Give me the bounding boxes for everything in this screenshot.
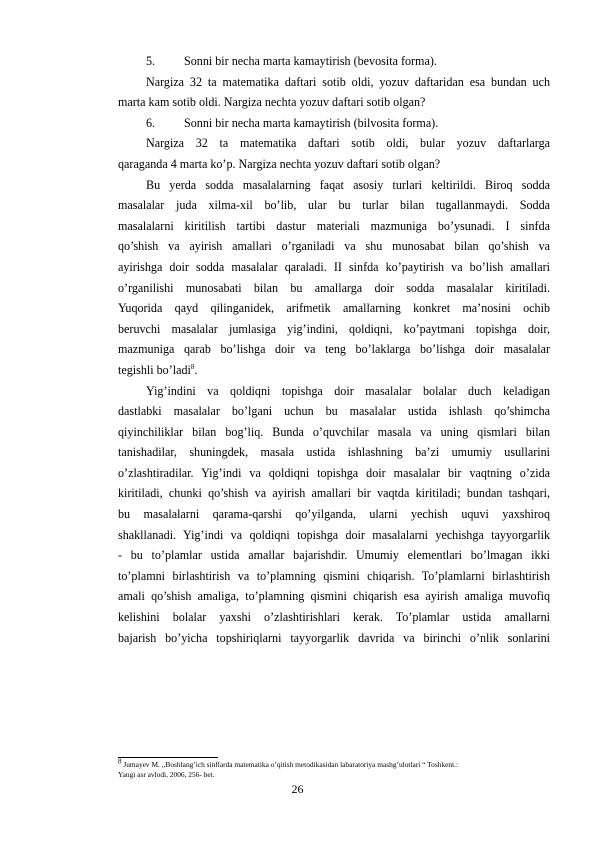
text-line: masalalar juda xilma-xil bo’lib, ular bu turlar bilan tugallanmaydi. Sodda — [118, 198, 550, 213]
text-line: kelishini bolalar yaxshi o’zlashtirishlari kerak. To’plamlar ustida amallarni — [118, 610, 550, 625]
text-line: bu masalalarni qarama-qarshi qo’yilganda, ularni yechish uquvi yaxshiroq — [118, 507, 550, 522]
text-line: marta kam sotib oldi. Nargiza nechta yozuv daftari sotib olgan? — [118, 95, 426, 110]
text-line: qo’shish va ayirish amallari o’rganiladi va shu munosabat bilan qo’shish va — [118, 239, 550, 254]
text-line: kiritiladi, chunki qo’shish va ayirish amallari bir vaqtda kiritiladi; bundan tashqari, — [118, 486, 550, 501]
text-line: ayirishga doir sodda masalalar qaraladi. II sinfda ko’paytirish va bo’lish amallari — [118, 259, 550, 274]
text-line: masalalarni kiritilish tartibi dastur materiali mazmuniga bo’ysunadi. I sinfda — [118, 218, 550, 233]
text-line: Nargiza 32 ta matematika daftari sotib oldi, bular yozuv daftarlarga — [146, 136, 550, 151]
text-line: o’rganilishi munosabati bilan bu amallarga doir sodda masalalar kiritiladi. — [118, 280, 550, 295]
text-line: bajarish bo’yicha topshiriqlarni tayyorgarlik davrida va birinchi o’nlik sonlarini — [118, 630, 550, 645]
text-line: to’plamni birlashtirish va to’plamning qismini chiqarish. To’plamlarni birlashtirish — [118, 568, 550, 583]
text-line: tegishli bo’ladi$^8$. — [118, 362, 198, 377]
text-line: Yuqorida qayd qilinganidek, arifmetik amallarning konkret ma’nosini ochib — [118, 301, 550, 316]
text-line: o’zlashtiradilar. Yig’indi va qoldiqni topishga doir masalalar bir vaqtning o’zida — [118, 465, 550, 480]
text-line: tanishadilar, shuningdek, masala ustida ishlashning ba’zi umumiy usullarini — [118, 445, 550, 460]
text-line: Yig’indini va qoldiqni topishga doir masalalar bolalar duch keladigan — [146, 383, 550, 398]
footnote-text-line2: Yangi asr avlodi, 2006, 256- bet. — [118, 770, 215, 779]
text-line: - bu to’plamlar ustida amallar bajarishdir. Umumiy elementlari bo’lmagan ikki — [118, 548, 550, 563]
text-line: amali qo’shish amaliga, to’plamning qismini chiqarish esa ayirish amaliga muvofiq — [118, 589, 550, 604]
text-line: qaraganda 4 marta ko’p. Nargiza nechta yozuv daftari sotib olgan? — [118, 156, 441, 171]
text-line: Bu yerda sodda masalalarning faqat asosiy turlari keltirildi. Biroq sodda — [146, 177, 550, 192]
list-item-6: 6. Sonni bir necha marta kamaytirish (bilvosita forma). — [146, 115, 439, 130]
page-number: 26 — [291, 782, 304, 796]
footnote-text-line1: Jumayev M. ,,Boshlang’ich sinflarda matematika o’qitish metodikasidan labaratoriya mashg’ulotlari “ Toshkent.: — [121, 760, 459, 769]
list-item-5: 5. Sonni bir necha marta kamaytirish (bevosita forma). — [146, 54, 437, 68]
text-line: mazmuniga qarab bo’lishga doir va teng bo’laklarga bo’lishga doir masalalar — [118, 342, 550, 357]
footnote-ref: 8 — [190, 362, 195, 371]
text-line: beruvchi masalalar jumlasiga yig’indini, qoldiqni, ko’paytmani topishga doir, — [118, 321, 550, 336]
footnote — [118, 757, 550, 780]
text-line: qiyinchiliklar bilan bog’liq. Bunda o’quvchilar masala va uning qismlari bilan — [118, 424, 550, 439]
footnote-mark: 8 — [118, 757, 122, 766]
text-line: dastlabki masalalar bo’lgani uchun bu masalalar ustida ishlash qo’shimcha — [118, 404, 550, 419]
text-line: shakllanadi. Yig’indi va qoldiqni topishga doir masalalarni yechishga tayyorgarlik — [118, 527, 550, 542]
footnote-divider — [118, 757, 218, 758]
body-text — [118, 51, 550, 648]
text-line: Nargiza 32 ta matematika daftari sotib oldi, yozuv daftaridan esa bundan uch — [146, 74, 550, 89]
